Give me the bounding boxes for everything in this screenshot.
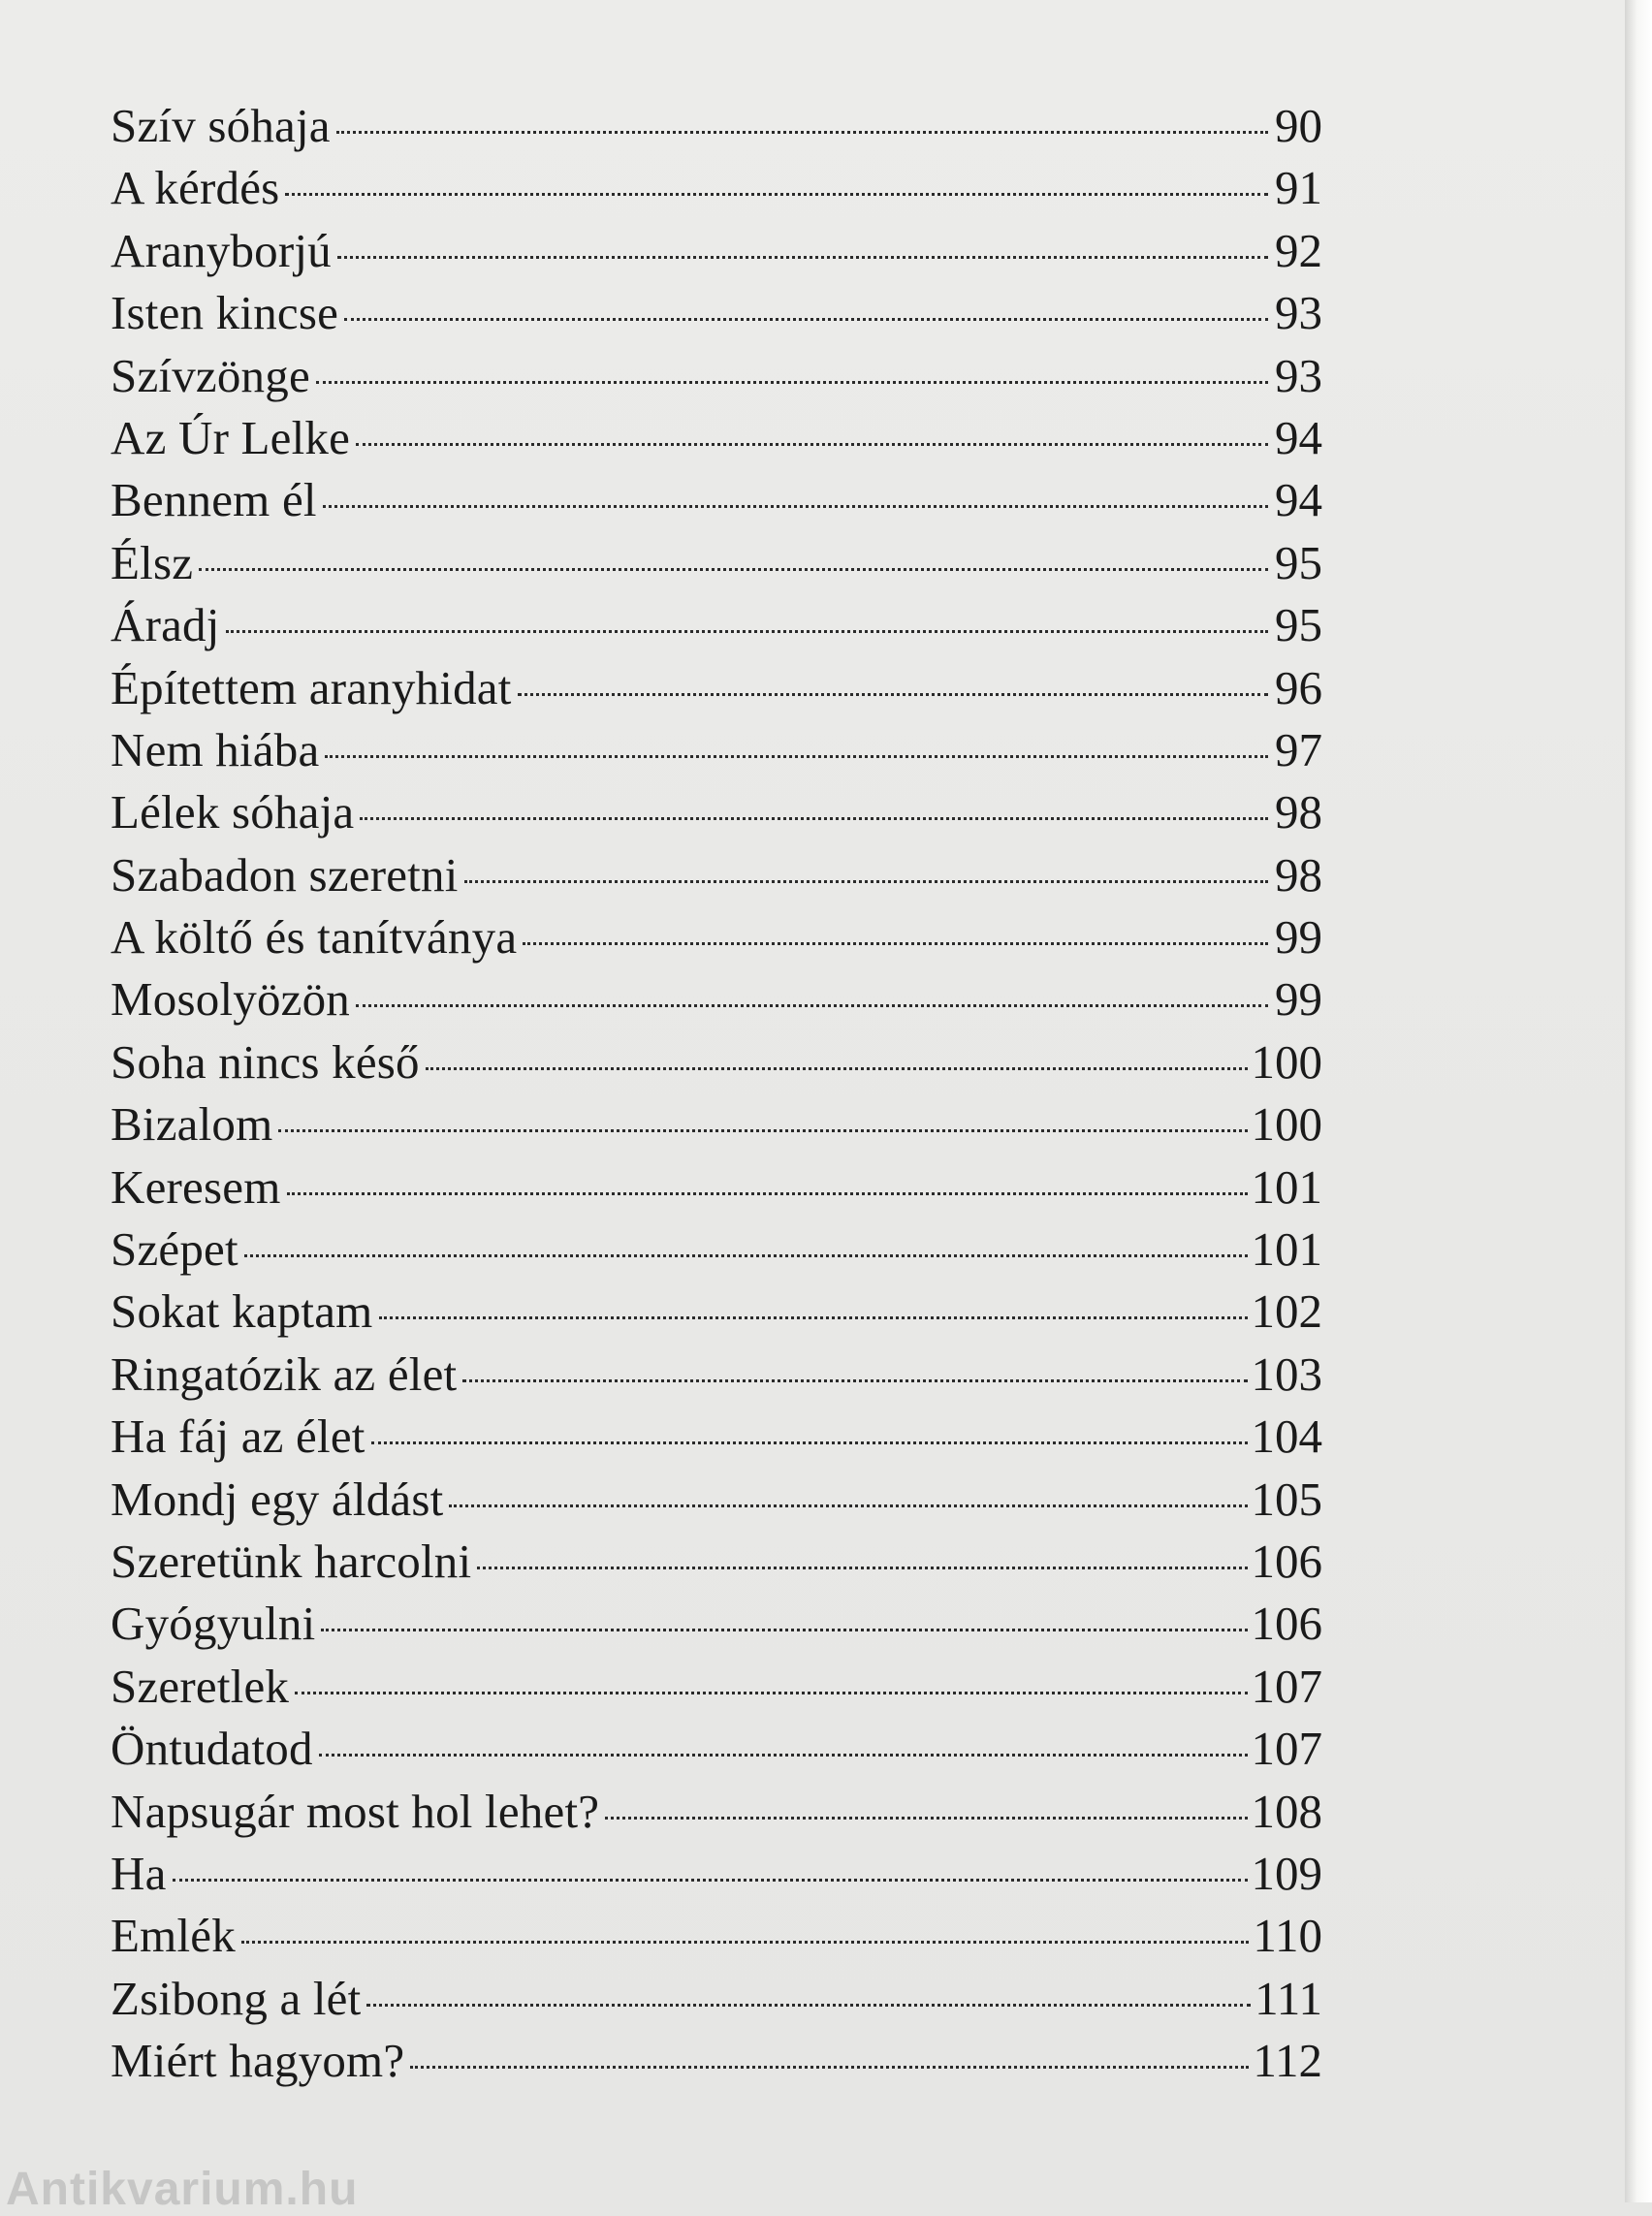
toc-entry xyxy=(111,1281,1322,1343)
toc-entry-page-number: 94 xyxy=(1275,410,1322,464)
toc-entry xyxy=(111,532,1322,594)
dot-leader xyxy=(226,630,1268,633)
toc-entry-page-number: 101 xyxy=(1251,1159,1322,1214)
toc-entry xyxy=(111,1781,1322,1843)
toc-entry-page-number: 103 xyxy=(1251,1346,1322,1401)
toc-entry xyxy=(111,407,1322,469)
dot-leader xyxy=(173,1879,1248,1882)
toc-entry-title: Ha fáj az élet xyxy=(111,1409,365,1464)
toc-entry-title: Szívzönge xyxy=(111,348,310,402)
toc-entry-page-number: 93 xyxy=(1275,286,1322,340)
toc-entry-page-number: 112 xyxy=(1253,2034,1322,2088)
dot-leader xyxy=(356,443,1268,446)
dot-leader xyxy=(477,1567,1247,1569)
toc-entry xyxy=(111,2030,1322,2092)
dot-leader xyxy=(410,2066,1249,2069)
toc-entry-page-number: 97 xyxy=(1275,722,1322,776)
dot-leader xyxy=(241,1941,1249,1944)
toc-entry-page-number: 111 xyxy=(1255,1971,1322,2025)
toc-entry-title: Mosolyözön xyxy=(111,972,350,1027)
dot-leader xyxy=(344,318,1268,321)
toc-entry-title: Sokat kaptam xyxy=(111,1284,373,1339)
toc-entry-title: Aranyborjú xyxy=(111,223,332,277)
toc-entry xyxy=(111,1656,1322,1718)
toc-entry-page-number: 99 xyxy=(1275,972,1322,1027)
dot-leader xyxy=(199,568,1268,571)
dot-leader xyxy=(360,817,1268,820)
toc-entry-title: Szív sóhaja xyxy=(111,99,331,152)
toc-entry xyxy=(111,1219,1322,1281)
toc-entry xyxy=(111,157,1322,219)
toc-entry-page-number: 93 xyxy=(1275,348,1322,402)
toc-entry-page-number: 91 xyxy=(1275,161,1322,215)
dot-leader xyxy=(366,2004,1251,2007)
toc-entry xyxy=(111,657,1322,719)
toc-entry xyxy=(111,220,1322,282)
toc-entry-page-number: 101 xyxy=(1251,1222,1322,1277)
toc-entry-title: Bennem él xyxy=(111,473,317,527)
toc-entry-title: Építettem aranyhidat xyxy=(111,660,512,714)
toc-entry-title: Szabadon szeretni xyxy=(111,847,459,902)
toc-entry xyxy=(111,1531,1322,1593)
toc-entry xyxy=(111,1093,1322,1155)
dot-leader xyxy=(336,131,1268,134)
toc-entry-page-number: 94 xyxy=(1275,473,1322,527)
dot-leader xyxy=(449,1504,1247,1507)
toc-entry-title: Szeretlek xyxy=(111,1659,290,1713)
toc-entry-page-number: 109 xyxy=(1251,1846,1322,1900)
toc-entry-page-number: 90 xyxy=(1275,99,1322,152)
toc-entry-page-number: 96 xyxy=(1275,660,1322,714)
toc-entry xyxy=(111,1718,1322,1780)
dot-leader xyxy=(426,1067,1248,1070)
dot-leader xyxy=(518,693,1268,696)
toc-entry-page-number: 98 xyxy=(1275,847,1322,902)
toc-entry-page-number: 95 xyxy=(1275,535,1322,589)
toc-entry-title: Öntudatod xyxy=(111,1722,313,1776)
toc-entry-page-number: 110 xyxy=(1253,1909,1322,1963)
toc-entry xyxy=(111,906,1322,968)
toc-entry-page-number: 104 xyxy=(1251,1409,1322,1464)
toc-entry-title: Zsibong a lét xyxy=(111,1971,362,2025)
toc-entry-page-number: 92 xyxy=(1275,223,1322,277)
toc-entry-title: Ringatózik az élet xyxy=(111,1346,458,1401)
dot-leader xyxy=(285,193,1268,196)
dot-leader xyxy=(323,505,1268,508)
toc-entry xyxy=(111,1968,1322,2030)
toc-entry xyxy=(111,594,1322,656)
toc-entry-title: Isten kincse xyxy=(111,286,339,340)
toc-entry xyxy=(111,345,1322,407)
toc-entry xyxy=(111,95,1322,157)
watermark: Antikvarium.hu xyxy=(6,2164,359,2215)
dot-leader xyxy=(379,1316,1248,1319)
dot-leader xyxy=(464,880,1268,883)
dot-leader xyxy=(605,1817,1247,1820)
dot-leader xyxy=(287,1192,1248,1195)
toc-entry xyxy=(111,1905,1322,1967)
toc-entry-page-number: 106 xyxy=(1251,1597,1322,1651)
toc-entry-page-number: 95 xyxy=(1275,598,1322,652)
toc-entry-title: Szépet xyxy=(111,1222,238,1277)
dot-leader xyxy=(462,1379,1247,1382)
toc-entry-page-number: 102 xyxy=(1251,1284,1322,1339)
dot-leader xyxy=(523,942,1268,945)
toc-entry xyxy=(111,781,1322,843)
toc-entry-title: Soha nincs késő xyxy=(111,1034,420,1089)
toc-entry-title: Áradj xyxy=(111,598,220,652)
toc-entry-page-number: 107 xyxy=(1251,1722,1322,1776)
toc-entry-title: Keresem xyxy=(111,1159,281,1214)
toc-entry xyxy=(111,282,1322,344)
toc-entry-title: Mondj egy áldást xyxy=(111,1472,444,1526)
toc-entry-title: Az Úr Lelke xyxy=(111,410,351,464)
dot-leader xyxy=(356,1004,1268,1007)
toc-entry xyxy=(111,469,1322,531)
toc-entry xyxy=(111,844,1322,906)
dot-leader xyxy=(295,1692,1247,1694)
toc-entry-title: A kérdés xyxy=(111,161,280,215)
toc-entry-page-number: 106 xyxy=(1251,1534,1322,1588)
dot-leader xyxy=(319,1754,1248,1757)
toc-entry-title: A költő és tanítványa xyxy=(111,910,518,965)
dot-leader xyxy=(337,256,1268,259)
dot-leader xyxy=(321,1629,1247,1631)
toc-entry-title: Szeretünk harcolni xyxy=(111,1534,472,1588)
toc-entry-title: Miért hagyom? xyxy=(111,2034,405,2088)
toc-entry-page-number: 105 xyxy=(1251,1472,1322,1526)
toc-entry-page-number: 107 xyxy=(1251,1659,1322,1713)
toc-entry xyxy=(111,1344,1322,1406)
toc-entry xyxy=(111,1469,1322,1531)
toc-entry-title: Élsz xyxy=(111,535,194,589)
toc-entry-title: Nem hiába xyxy=(111,722,320,776)
dot-leader xyxy=(325,755,1268,758)
toc-entry-page-number: 100 xyxy=(1251,1034,1322,1089)
toc-entry-title: Napsugár most hol lehet? xyxy=(111,1784,600,1838)
dot-leader xyxy=(244,1254,1248,1257)
toc-entry xyxy=(111,968,1322,1030)
toc-entry-title: Lélek sóhaja xyxy=(111,785,355,839)
toc-entry xyxy=(111,1406,1322,1468)
toc-entry-title: Bizalom xyxy=(111,1097,273,1152)
toc-entry-title: Emlék xyxy=(111,1909,236,1963)
toc-entry-page-number: 98 xyxy=(1275,785,1322,839)
toc-entry xyxy=(111,1031,1322,1093)
table-of-contents xyxy=(111,95,1322,2093)
toc-entry-title: Ha xyxy=(111,1846,167,1900)
dot-leader xyxy=(278,1129,1247,1132)
toc-entry xyxy=(111,719,1322,781)
toc-entry xyxy=(111,1593,1322,1655)
toc-entry-page-number: 100 xyxy=(1251,1097,1322,1152)
toc-entry xyxy=(111,1156,1322,1219)
toc-entry xyxy=(111,1843,1322,1905)
dot-leader xyxy=(371,1441,1248,1444)
page-edge xyxy=(1625,0,1652,2202)
dot-leader xyxy=(316,381,1268,384)
toc-entry-page-number: 108 xyxy=(1251,1784,1322,1838)
toc-entry-page-number: 99 xyxy=(1275,910,1322,965)
toc-entry-title: Gyógyulni xyxy=(111,1597,316,1651)
